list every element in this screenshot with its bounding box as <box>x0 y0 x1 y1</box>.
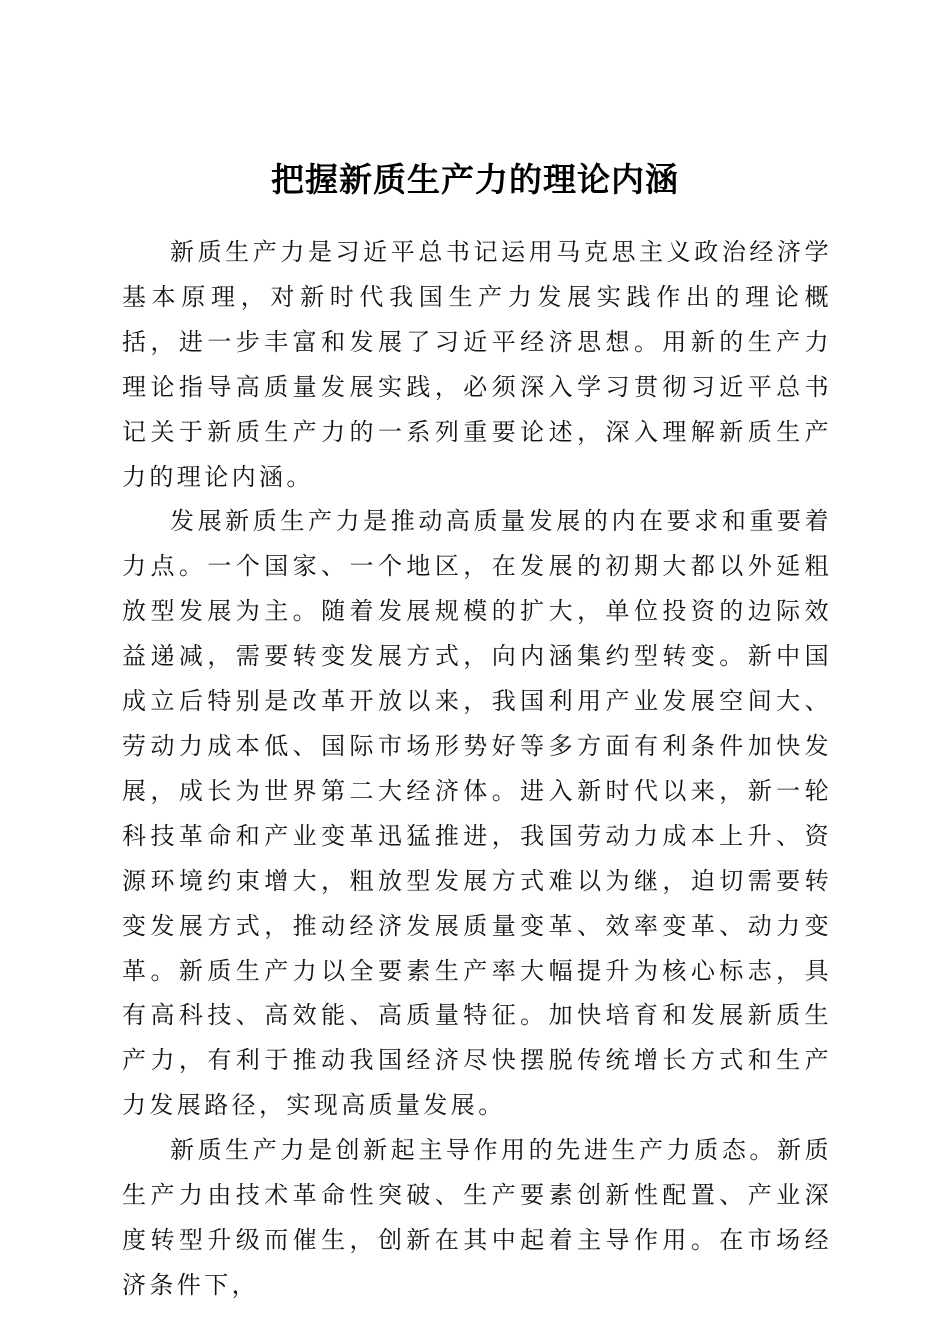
paragraph-1: 新质生产力是习近平总书记运用马克思主义政治经济学基本原理，对新时代我国生产力发展实践作出的理论概括，进一步丰富和发展了习近平经济思想。用新的生产力理论指导高质量发展实践，必须深入学习贯彻习近平总书记关于新质生产力的一系列重要论述，深入理解新质生产力的理论内涵。 <box>122 238 832 491</box>
document-body <box>122 230 832 1308</box>
document-title: 把握新质生产力的理论内涵 <box>271 160 679 200</box>
paragraph-2: 发展新质生产力是推动高质量发展的内在要求和重要着力点。一个国家、一个地区，在发展的初期大都以外延粗放型发展为主。随着发展规模的扩大，单位投资的边际效益递减，需要转变发展方式，向内涵集约型转变。新中国成立后特别是改革开放以来，我国利用产业发展空间大、劳动力成本低、国际市场形势好等多方面有利条件加快发展，成长为世界第二大经济体。进入新时代以来，新一轮科技革命和产业变革迅猛推进，我国劳动力成本上升、资源环境约束增大，粗放型发展方式难以为继，迫切需要转变发展方式，推动经济发展质量变革、效率变革、动力变革。新质生产力以全要素生产率大幅提升为核心标志，具有高科技、高效能、高质量特征。加快培育和发展新质生产力，有利于推动我国经济尽快摆脱传统增长方式和生产力发展路径，实现高质量发展。 <box>122 507 832 1120</box>
paragraph-3: 新质生产力是创新起主导作用的先进生产力质态。新质生产力由技术革命性突破、生产要素创新性配置、产业深度转型升级而催生，创新在其中起着主导作用。在市场经济条件下， <box>122 1136 832 1299</box>
